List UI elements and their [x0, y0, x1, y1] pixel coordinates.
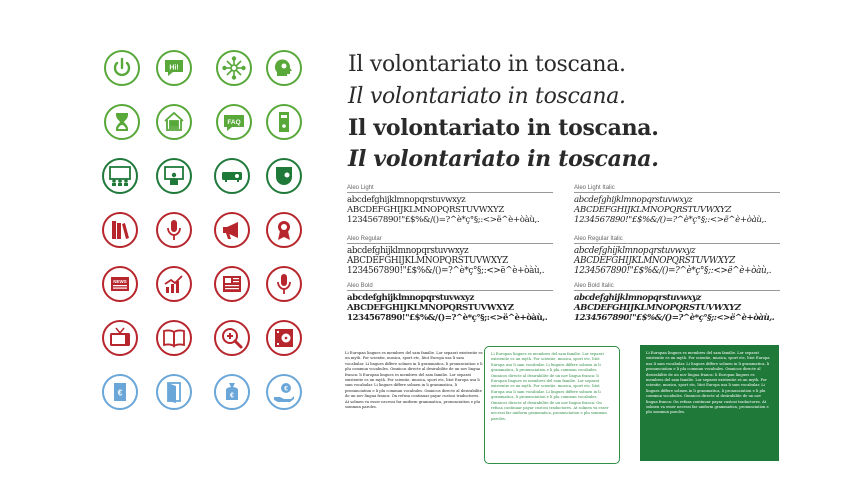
specimen-lower: abcdefghijklmnopqrstuvwxyz — [574, 293, 701, 303]
specimen-lower: abcdefghijklmnopqrstuvwxyz — [347, 293, 474, 303]
specimen-lower: abcdefghijklmnopqrstuvwxyz — [347, 246, 469, 256]
house-laptop-icon — [156, 104, 192, 140]
magnifier-plus-icon — [214, 320, 250, 356]
specimen-lower: abcdefghijklmnopqrstuvwxyz — [574, 195, 693, 205]
body-text-sample-green-fill: Li Europan lingues es membres del sam familie. Lor separat existentie es un myth. Por scientie, musica, sport etc, litot Europa usa li sam vocabular. Li lingues differe solmen in li grammatica, li pronunciation e li plu commun vocabules. Omnicos directe al desirabilite de un nov lingua franca: li Europan lingues es membres del sam familie. Lor separat existentie es un myth. Por scientie, musica, sport etc, litot Europa usa li sam vocabular. Li lingues differe solmen in li grammatica, li pronunciation e li plu commun vocabules. Omnicos directe al desirabilite de un nov lingua franca: On refusa continuar payar custosi traductores. At solmen va esser necessi far uniform grammatica, pronunciation e plu sommun paroles. — [640, 345, 779, 461]
headline-bold-italic: Il volontariato in toscana. — [348, 146, 659, 172]
specimen-label: Aleo Regular Italic — [574, 236, 780, 244]
specimen-label: Aleo Regular — [347, 236, 553, 244]
hourglass-icon — [104, 104, 140, 140]
specimen-bold — [347, 283, 553, 323]
specimen-nums: 1234567890!"£$%&/()=?^è*ç°§;:<>ë^è+òàù,. — [347, 215, 540, 225]
specimen-nums: 1234567890!"£$%&/()=?^è*ç°§;:<>ë^è+òàù,. — [574, 266, 772, 276]
specimen-upper: ABCDEFGHIJKLMNOPQRSTUVWXYZ — [574, 256, 735, 266]
specimen-upper: ABCDEFGHIJKLMNOPQRSTUVWXYZ — [347, 205, 504, 215]
network-hub-icon — [216, 50, 252, 86]
award-ribbon-icon — [266, 212, 302, 248]
certificate-icon — [266, 158, 302, 194]
faq-speech-bubble-icon — [216, 104, 252, 140]
specimen-nums: 1234567890!"£$%&/()=?^è*ç°§;:<>ë^è+òàù,. — [574, 313, 775, 323]
specimen-upper: ABCDEFGHIJKLMNOPQRSTUVWXYZ — [347, 256, 508, 266]
specimen-regular-italic — [574, 236, 780, 276]
body-text-sample-outlined: Li Europan lingues es membres del sam familie. Lor separat existentie es un myth. Por scientie, musica, sport etc, litot Europa usa li sam vocabular. Li lingues differe solmen in li grammatica, li pronunciation e li plu commun vocabules. Omnicos directe al desirabilite de un nov lingua franca: li Europan lingues es membres del sam familie. Lor separat existentie es un myth. Por scientie, musica, sport etc, litot Europa usa li sam vocabular. Li lingues differe solmen in li grammatica, li pronunciation e li plu commun vocabules. Omnicos directe al desirabilite de un nov lingua franca: On refusa continuar payar custosi traductores. At solmen va esser necessi far uniform grammatica, pronunciation e plu sommun paroles. — [484, 346, 620, 464]
hi-text: Hi! — [169, 64, 179, 72]
svg-text:€: € — [284, 385, 288, 393]
film-reel-icon — [266, 320, 302, 356]
specimen-label: Aleo Bold Italic — [574, 283, 780, 291]
euro-text: € — [117, 388, 123, 398]
open-book-icon — [156, 320, 192, 356]
open-door-icon — [156, 374, 192, 410]
tv-icon — [102, 320, 138, 356]
binder-icon — [266, 104, 302, 140]
classroom-icon — [102, 158, 138, 194]
newspaper-icon — [214, 266, 250, 302]
headline-italic: Il volontariato in toscana. — [348, 84, 626, 109]
hi-speech-bubble-icon — [156, 50, 192, 86]
euro-bag-icon — [214, 374, 250, 410]
head-gears-icon — [266, 50, 302, 86]
specimen-upper: ABCDEFGHIJKLMNOPQRSTUVWXYZ — [574, 205, 731, 215]
power-icon — [104, 50, 140, 86]
specimen-upper: ABCDEFGHIJKLMNOPQRSTUVWXYZ — [347, 303, 514, 313]
euro-card-icon — [102, 374, 138, 410]
megaphone-icon — [214, 212, 250, 248]
specimen-bold-italic — [574, 283, 780, 323]
specimen-label: Aleo Light — [347, 185, 553, 193]
news-icon — [102, 266, 138, 302]
specimen-lower: abcdefghijklmnopqrstuvwxyz — [347, 195, 466, 205]
specimen-nums: 1234567890!"£$%&/()=?^è*ç°§;:<>ë^è+òàù,. — [347, 313, 548, 323]
presentation-icon — [156, 158, 192, 194]
books-icon — [102, 212, 138, 248]
headline-light: Il volontariato in toscana. — [348, 52, 626, 77]
news-text: NEWS — [113, 279, 127, 284]
specimen-upper: ABCDEFGHIJKLMNOPQRSTUVWXYZ — [574, 303, 741, 313]
svg-text:€: € — [230, 392, 234, 400]
specimen-nums: 1234567890!"£$%&/()=?^è*ç°§;:<>ë^è+òàù,. — [347, 266, 545, 276]
specimen-lower: abcdefghijklmnopqrstuvwxyz — [574, 246, 696, 256]
growth-chart-icon — [156, 266, 192, 302]
specimen-regular — [347, 236, 553, 276]
specimen-nums: 1234567890!"£$%&/()=?^è*ç°§;:<>ë^è+òàù,. — [574, 215, 767, 225]
specimen-label: Aleo Bold — [347, 283, 553, 291]
microphone-icon — [266, 266, 302, 302]
specimen-label: Aleo Light Italic — [574, 185, 780, 193]
euro-hand-icon — [266, 374, 302, 410]
specimen-light — [347, 185, 553, 225]
headline-bold: Il volontariato in toscana. — [348, 115, 659, 141]
faq-text: FAQ — [227, 119, 241, 126]
microphone-icon — [156, 212, 192, 248]
specimen-light-italic — [574, 185, 780, 225]
projector-icon — [214, 158, 250, 194]
body-text-sample-plain: Li Europan lingues es membres del sam familie. Lor separat existentie es un myth. Por scientie, musica, sport etc, litot Europa usa li sam vocabular. Li lingues differe solmen in li grammatica, li pronunciation e li plu commun vocabules. Omnicos directe al desirabilite de un nov lingua franca: li Europan lingues es membres del sam familie. Lor separat existentie es un myth. Por scientie, musica, sport etc, litot Europa usa li sam vocabular. Li lingues differe solmen in li grammatica, li pronunciation e li plu commun vocabules. Omnicos directe al desirabilite de un nov lingua franca: On refusa continuar payar custosi traductores. At solmen va esser necessi far uniform grammatica, pronunciation e plu sommun paroles. — [345, 351, 483, 410]
